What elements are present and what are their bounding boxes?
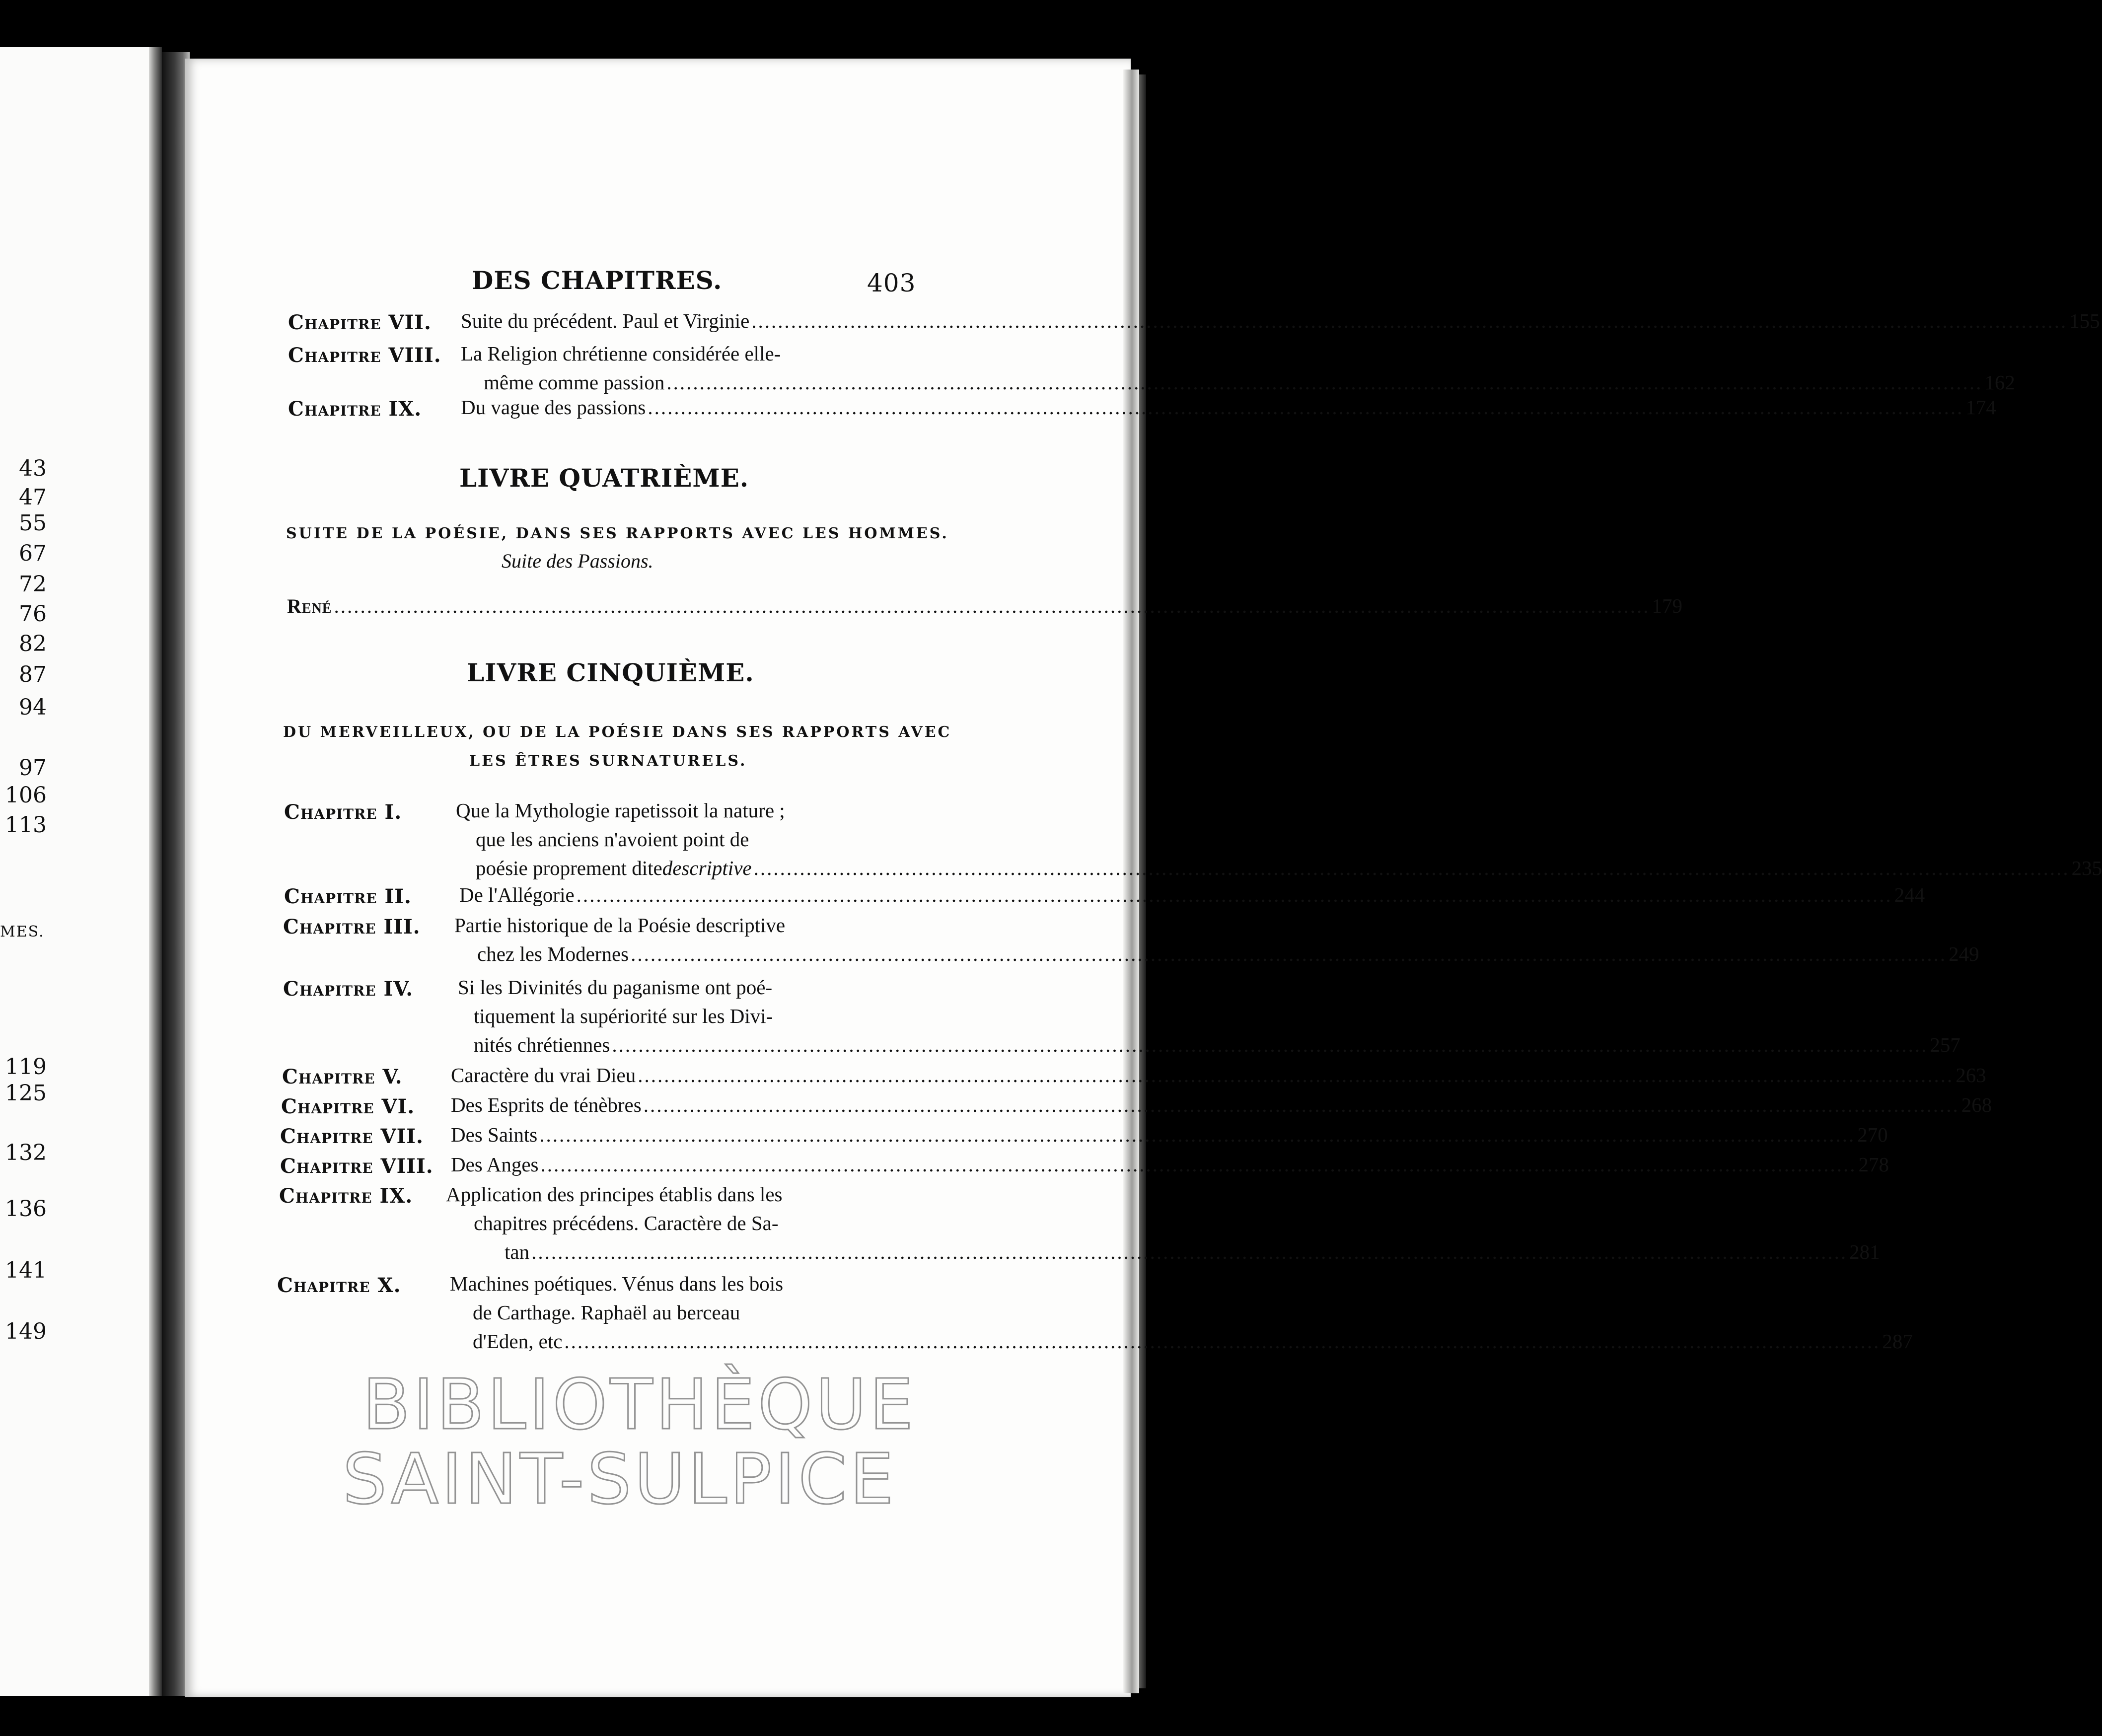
book5-chapter-7-dot-leader: ........................................................................................................................................................................................................: [539, 1123, 1856, 1146]
left-page-number: 106: [5, 783, 47, 808]
book5-chapter-4-text-line: tiquement la supériorité sur les Divi-: [474, 1005, 773, 1027]
book5-chapter-8-page: 278: [1858, 1153, 1889, 1176]
book5-chapter-5-page: 263: [1956, 1064, 1986, 1086]
book3-chapter-9-leader-line: [461, 396, 1996, 419]
book5-chapter-4-label: Chapitre IV.: [283, 977, 414, 1001]
book3-chapter-8-label: Chapitre VIII.: [288, 344, 441, 367]
book5-title: LIVRE CINQUIÈME.: [467, 658, 754, 687]
book3-chapter-7-leader-line: [461, 309, 2100, 332]
book3-chapter-9-dot-leader: ........................................................................................................................................................................................................: [648, 396, 1964, 419]
book5-chapter-1-leader-line: [476, 857, 2102, 879]
book5-chapter-10-label: Chapitre X.: [277, 1274, 401, 1297]
left-page-number: 149: [5, 1319, 47, 1344]
book5-chapter-5-label: Chapitre V.: [282, 1065, 403, 1088]
book5-chapter-9-dot-leader: ........................................................................................................................................................................................................: [531, 1240, 1848, 1263]
book3-chapter-8-text: même comme passion: [484, 371, 665, 394]
book5-chapter-1-emphasis: descriptive: [662, 857, 752, 879]
book3-chapter-7-text: Suite du précédent. Paul et Virginie: [461, 309, 750, 332]
left-page-number: 113: [5, 812, 47, 838]
book5-chapter-3-leader-line: [477, 942, 1979, 965]
left-page-number: 76: [19, 601, 47, 627]
book5-chapter-8-label: Chapitre VIII.: [280, 1155, 434, 1178]
book5-chapter-9-leader-line: [505, 1240, 1880, 1263]
book3-chapter-7-dot-leader: ........................................................................................................................................................................................................: [751, 309, 2068, 332]
book5-chapter-5-dot-leader: ........................................................................................................................................................................................................: [638, 1064, 1954, 1086]
book3-chapter-9-text: Du vague des passions: [461, 396, 646, 419]
book4-title: LIVRE QUATRIÈME.: [459, 463, 749, 493]
book5-chapter-6-label: Chapitre VI.: [281, 1095, 415, 1118]
book5-chapter-1-text-line: Que la Mythologie rapetissoit la nature ;: [456, 799, 785, 822]
book4-rene-label: René: [287, 595, 332, 617]
book5-chapter-8-leader-line: [451, 1153, 1889, 1176]
running-head-page-number: 403: [867, 269, 916, 297]
left-page-number: 136: [5, 1196, 47, 1222]
left-page-number: 119: [5, 1054, 47, 1080]
left-page-number: 94: [19, 695, 47, 720]
book5-chapter-6-page: 268: [1961, 1093, 1992, 1116]
book5-chapter-10-text-line: de Carthage. Raphaël au berceau: [473, 1301, 740, 1324]
left-page-number: 72: [19, 572, 47, 597]
book5-chapter-7-label: Chapitre VII.: [280, 1125, 424, 1148]
book5-chapter-4-dot-leader: ........................................................................................................................................................................................................: [612, 1033, 1928, 1056]
book3-chapter-7-page: 155: [2069, 309, 2100, 332]
book5-chapter-10-text-line: Machines poétiques. Vénus dans les bois: [450, 1272, 784, 1295]
left-page-fragment: MES.: [0, 923, 45, 940]
book5-chapter-4-text-line: Si les Divinités du paganisme ont poé-: [458, 976, 773, 999]
left-page-edge: [149, 47, 162, 1696]
book5-chapter-10-page: 287: [1882, 1330, 1913, 1353]
book3-chapter-8-text-line: La Religion chrétienne considérée elle-: [461, 342, 781, 365]
book5-chapter-4-leader-line: [474, 1033, 1960, 1056]
book5-chapter-1-text: poésie proprement dite: [476, 857, 662, 879]
left-page-number: 132: [5, 1140, 47, 1165]
left-page-number: 87: [19, 662, 47, 687]
book5-subtitle-line1: DU MERVEILLEUX, OU DE LA POÉSIE DANS SES RAPPORTS AVEC: [283, 723, 952, 741]
book4-rene-dot-leader: ........................................................................................................................................................................................................: [334, 594, 1650, 617]
book4-subtitle-italic: Suite des Passions.: [502, 550, 653, 572]
book5-chapter-10-text: d'Eden, etc: [473, 1330, 563, 1353]
left-page-number: 141: [5, 1258, 47, 1283]
book5-chapter-8-dot-leader: ........................................................................................................................................................................................................: [540, 1153, 1857, 1176]
book5-chapter-9-text-line: chapitres précédens. Caractère de Sa-: [474, 1212, 779, 1234]
left-page-number: 67: [19, 541, 47, 566]
book5-chapter-1-dot-leader: ........................................................................................................................................................................................................: [753, 857, 2070, 879]
left-page-number: 47: [19, 485, 47, 510]
book5-chapter-9-page: 281: [1849, 1240, 1880, 1263]
book5-chapter-2-leader-line: [459, 883, 1925, 906]
left-page-number: 55: [19, 510, 47, 536]
book5-chapter-8-text: Des Anges: [451, 1153, 539, 1176]
book5-chapter-3-page: 249: [1949, 942, 1979, 965]
book5-chapter-3-text-line: Partie historique de la Poésie descriptive: [454, 914, 786, 937]
stamp-line2: SAINT-SULPICE: [343, 1439, 897, 1520]
book3-chapter-9-label: Chapitre IX.: [288, 397, 422, 421]
left-page-number: 97: [19, 755, 47, 781]
left-page-number: 43: [19, 456, 47, 481]
book5-chapter-6-dot-leader: ........................................................................................................................................................................................................: [643, 1093, 1959, 1116]
book4-rene-page: 179: [1652, 594, 1682, 617]
book5-chapter-4-page: 257: [1930, 1033, 1960, 1056]
book3-chapter-7-label: Chapitre VII.: [288, 311, 432, 334]
book5-chapter-2-text: De l'Allégorie: [459, 883, 575, 906]
book5-chapter-7-page: 270: [1857, 1123, 1888, 1146]
book5-chapter-3-dot-leader: ........................................................................................................................................................................................................: [631, 942, 1947, 965]
book5-chapter-6-leader-line: [451, 1093, 1992, 1116]
book3-chapter-8-dot-leader: ........................................................................................................................................................................................................: [666, 371, 1983, 394]
book4-subtitle: SUITE DE LA POÉSIE, DANS SES RAPPORTS AVEC LES HOMMES.: [286, 525, 949, 542]
book5-chapter-7-text: Des Saints: [451, 1123, 538, 1146]
book5-chapter-3-text: chez les Modernes: [477, 942, 629, 965]
book5-chapter-7-leader-line: [451, 1123, 1888, 1146]
book5-chapter-1-text-line: que les anciens n'avoient point de: [476, 828, 749, 851]
book5-chapter-2-dot-leader: ........................................................................................................................................................................................................: [576, 883, 1892, 906]
book5-chapter-4-text: nités chrétiennes: [474, 1033, 610, 1056]
book5-chapter-2-page: 244: [1894, 883, 1925, 906]
book4-rene-leader-line: [287, 594, 1682, 617]
book5-chapter-1-label: Chapitre I.: [284, 800, 402, 824]
book3-chapter-8-leader-line: [484, 371, 2015, 394]
book5-chapter-5-leader-line: [451, 1064, 1986, 1086]
running-head-title: DES CHAPITRES.: [472, 266, 723, 295]
book5-chapter-2-label: Chapitre II.: [284, 885, 412, 908]
book5-chapter-9-text-line: Application des principes établis dans les: [446, 1183, 783, 1206]
book5-chapter-9-label: Chapitre IX.: [279, 1184, 413, 1208]
left-page-number: 82: [19, 631, 47, 656]
book5-chapter-10-leader-line: [473, 1330, 1913, 1353]
book5-chapter-1-page: 235: [2071, 857, 2102, 879]
book5-chapter-3-label: Chapitre III.: [283, 915, 421, 939]
left-page-number: 125: [5, 1081, 47, 1106]
book5-chapter-5-text: Caractère du vrai Dieu: [451, 1064, 636, 1086]
book5-chapter-6-text: Des Esprits de ténèbres: [451, 1093, 642, 1116]
book5-subtitle-line2: LES ÊTRES SURNATURELS.: [469, 752, 747, 770]
book5-chapter-10-dot-leader: ........................................................................................................................................................................................................: [564, 1330, 1881, 1353]
stamp-line1: BIBLIOTHÈQUE: [362, 1365, 917, 1446]
left-facing-page: [0, 47, 149, 1696]
book3-chapter-8-page: 162: [1984, 371, 2015, 394]
book3-chapter-9-page: 174: [1965, 396, 1996, 419]
book5-chapter-9-text: tan: [505, 1240, 530, 1263]
